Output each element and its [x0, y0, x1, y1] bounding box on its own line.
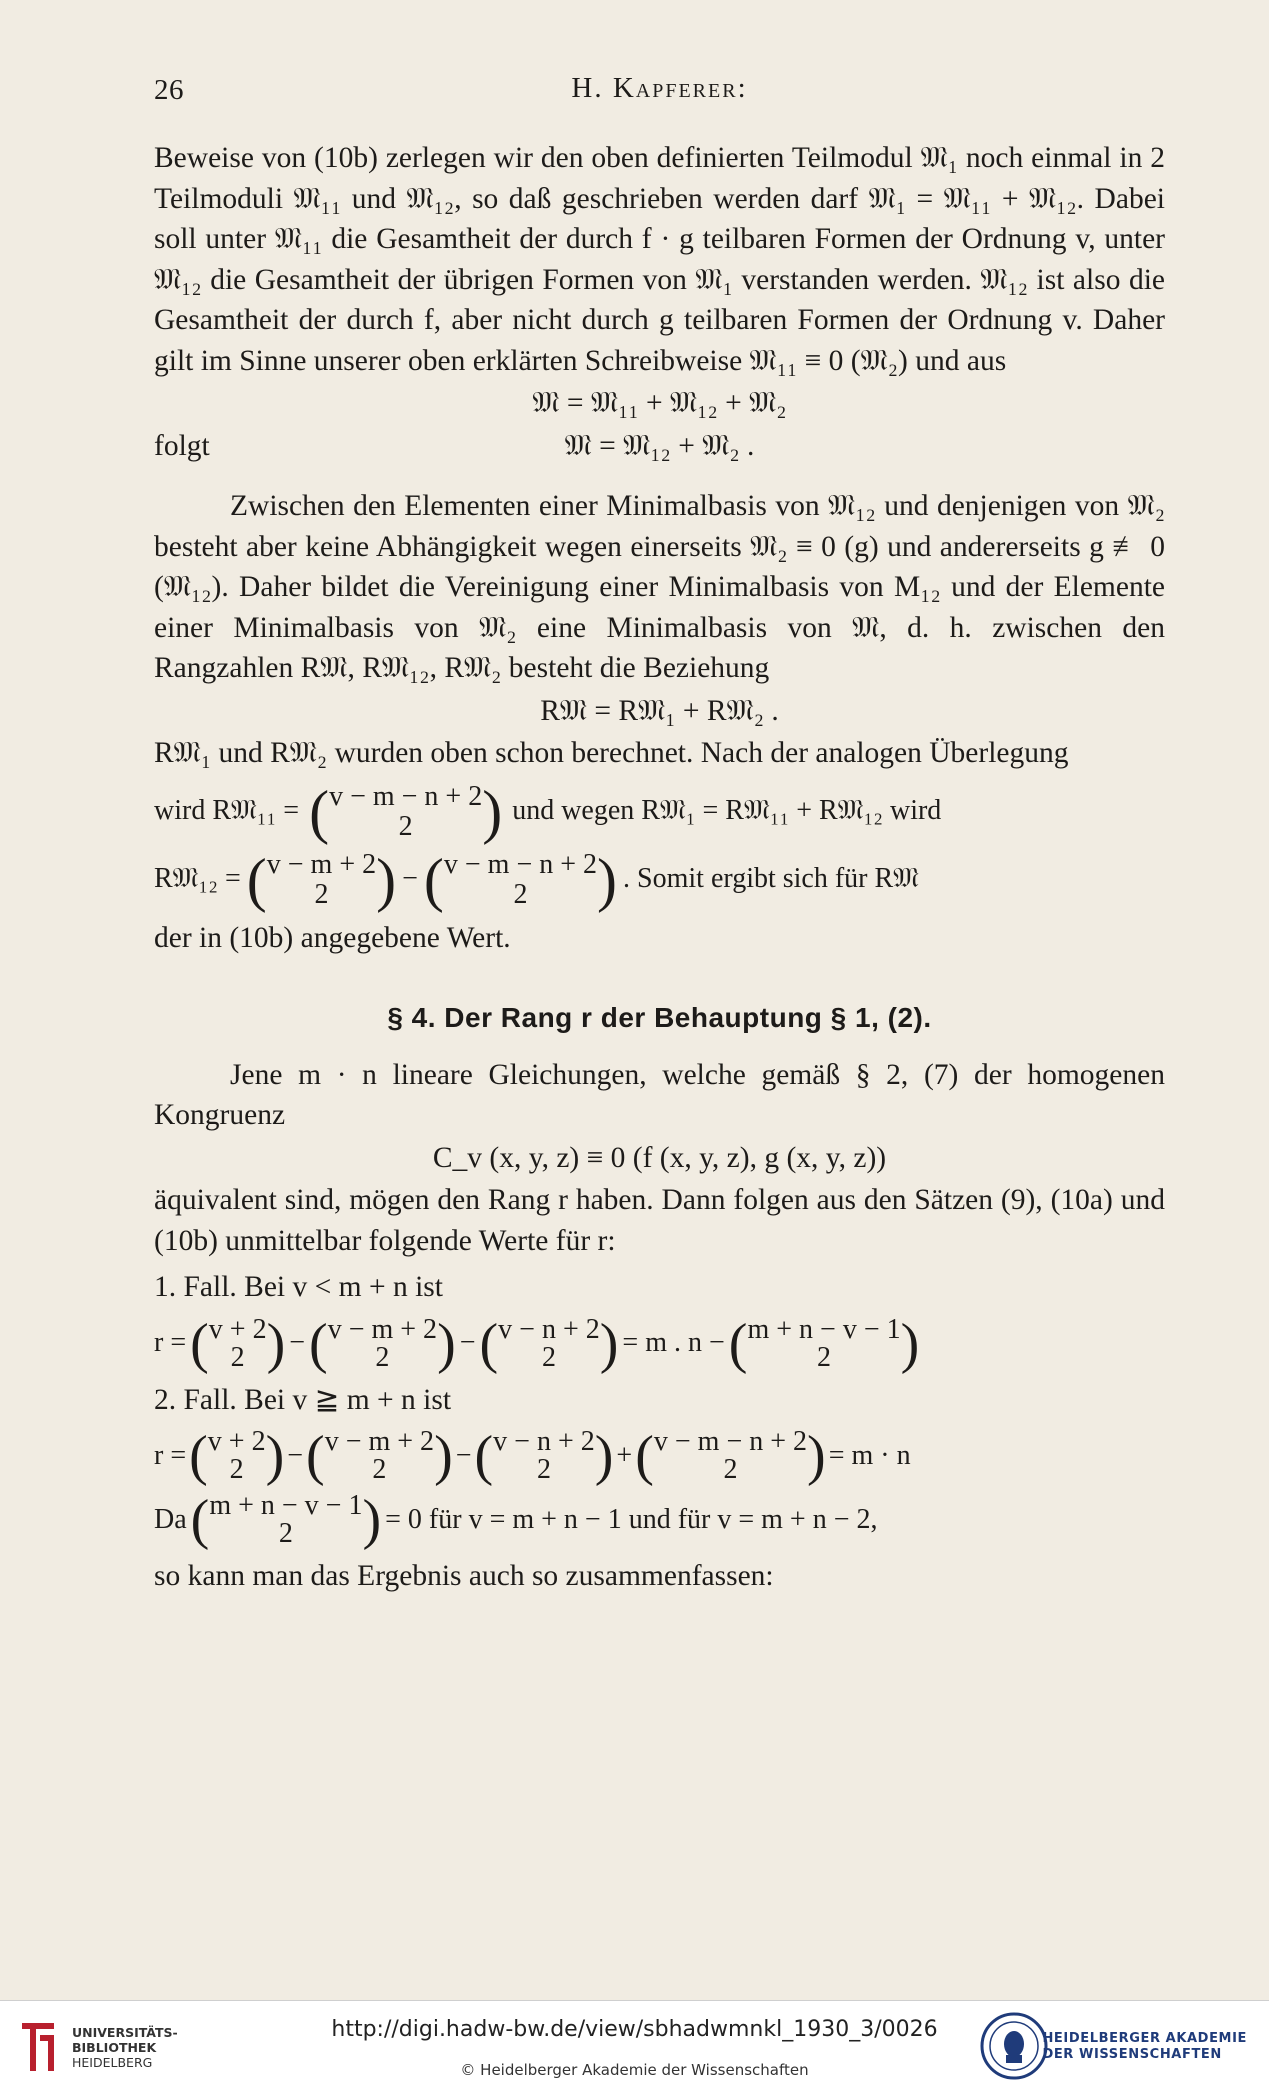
- binomial-bottom: 2: [230, 1341, 245, 1373]
- equation: 𝔐 = 𝔐₁₂ + 𝔐₂ .: [564, 429, 755, 462]
- paragraph: äquivalent sind, mögen den Rang r haben. Dann folgen aus den Sätzen (9), (10a) und (10b) unmittelbar folgende Werte für r:: [154, 1184, 1165, 1257]
- paragraph: Jene m · n lineare Gleichungen, welche gemäß § 2, (7) der homogenen Kongruenz: [154, 1058, 1165, 1131]
- case-heading: 2. Fall. Bei v ≧ m + n ist: [154, 1383, 452, 1416]
- formula-line: [154, 1312, 1165, 1375]
- binomial: ( v − m − n + 2 2 ): [309, 778, 503, 845]
- library-line: UNIVERSITÄTS-: [72, 2025, 178, 2040]
- academy-line: DER WISSENSCHAFTEN: [1042, 2047, 1222, 2062]
- operator: −: [287, 1439, 304, 1471]
- binomial: ( v + 2 2 ): [189, 1425, 285, 1487]
- formula-text: wird R𝔐₁₁ =: [154, 795, 300, 827]
- binomial: ( v − n + 2 2 ): [479, 1312, 619, 1375]
- binomial: ( v + 2 2 ): [190, 1312, 286, 1375]
- paragraph: Beweise von (10b) zerlegen wir den oben definierten Teilmodul 𝔐₁ noch einmal in 2 Teilmoduli 𝔐₁₁ und 𝔐₁₂, so daß geschrieben werden darf 𝔐₁ = 𝔐₁₁ + 𝔐₁₂. Dabei soll unter 𝔐₁₁ die Gesamtheit der durch f · g teilbaren Formen der Ordnung v, unter 𝔐₁₂ die Gesamtheit der übrigen Formen von 𝔐₁ verstanden werden. 𝔐₁₂ ist also die Gesamtheit der durch f, aber nicht durch g teilbaren Formen der Ordnung v. Daher gilt im Sinne unserer oben erklärten Schreibweise 𝔐₁₁ ≡ 0 (𝔐₂) und aus: [154, 142, 1165, 377]
- equation: R𝔐 = R𝔐₁ + R𝔐₂ .: [540, 694, 779, 727]
- formula-text: und wegen R𝔐₁ = R𝔐₁₁ + R𝔐₁₂ wird: [512, 795, 942, 827]
- formula-text: r =: [154, 1439, 187, 1471]
- formula-line: [154, 1425, 1165, 1487]
- source-url-link[interactable]: http://digi.hadw-bw.de/view/sbhadwmnkl_1930_3/0026: [331, 2017, 938, 2042]
- formula-text: = 0 für v = m + n − 1 und für v = m + n − 2,: [385, 1503, 878, 1535]
- binomial-bottom: 2: [229, 1454, 244, 1485]
- library-line: HEIDELBERG: [72, 2055, 153, 2070]
- formula-text: = m · n: [828, 1439, 911, 1471]
- binomial-bottom: 2: [513, 878, 528, 910]
- formula-line: [154, 778, 1165, 845]
- equation: 𝔐 = 𝔐₁₁ + 𝔐₁₂ + 𝔐₂: [532, 387, 787, 419]
- binomial: ( v − m + 2 2 ): [309, 1312, 456, 1375]
- paragraph: der in (10b) angegebene Wert.: [154, 921, 511, 954]
- case-heading: 1. Fall. Bei v < m + n ist: [154, 1271, 443, 1303]
- formula-text: = m . n −: [622, 1327, 725, 1359]
- operator: −: [402, 863, 418, 895]
- binomial-bottom: 2: [372, 1454, 387, 1485]
- binomial: ( v − m − n + 2 2 ): [423, 846, 618, 913]
- academy-line: HEIDELBERGER AKADEMIE: [1042, 2031, 1247, 2046]
- binomial: ( m + n − v − 1 2 ): [728, 1312, 920, 1375]
- document-body: [154, 138, 1165, 1597]
- formula-text: . Somit ergibt sich für R𝔐: [623, 863, 919, 895]
- operator: −: [455, 1439, 472, 1471]
- academy-name: [1042, 2031, 1247, 2063]
- viewer-footer: [0, 2000, 1269, 2095]
- formula-text: Da: [154, 1503, 187, 1535]
- paragraph: Zwischen den Elementen einer Minimalbasis von 𝔐₁₂ und denjenigen von 𝔐₂ besteht aber keine Abhängigkeit wegen einerseits 𝔐₂ ≡ 0 (g) und andererseits g ≢ 0 (𝔐₁₂). Daher bildet die Vereinigung einer Minimalbasis von M₁₂ und der Elemente einer Minimalbasis von 𝔐₂ eine Minimalbasis von 𝔐, d. h. zwischen den Rangzahlen R𝔐, R𝔐₁₂, R𝔐₂ besteht die Beziehung: [154, 490, 1165, 684]
- binomial-top: v − m − n + 2: [443, 848, 598, 880]
- binomial-bottom: 2: [541, 1341, 556, 1373]
- binomial-top: v − m + 2: [266, 848, 377, 880]
- binomial: ( m + n − v − 1 2 ): [190, 1489, 382, 1551]
- binomial-top: v − m + 2: [327, 1313, 438, 1345]
- binomial-bottom: 2: [314, 878, 329, 910]
- equation-lead: folgt: [154, 429, 210, 462]
- equation: C_v (x, y, z) ≡ 0 (f (x, y, z), g (x, y, z)): [432, 1141, 887, 1174]
- copyright-notice: © Heidelberger Akademie der Wissenschaften: [460, 2061, 809, 2079]
- operator: −: [459, 1327, 476, 1359]
- operator: +: [616, 1439, 633, 1471]
- running-head-author: H. Kapferer:: [571, 72, 748, 104]
- formula-line: [154, 846, 1165, 913]
- binomial-top: m + n − v − 1: [209, 1490, 363, 1521]
- binomial-bottom: 2: [375, 1341, 390, 1373]
- binomial-top: v − m − n + 2: [653, 1426, 808, 1457]
- paragraph: so kann man das Ergebnis auch so zusammenfassen:: [154, 1560, 774, 1592]
- equation-row: [154, 426, 1165, 467]
- binomial: ( v − m + 2 2 ): [246, 846, 397, 913]
- page-number: 26: [154, 74, 184, 106]
- page-header: [154, 68, 1165, 108]
- binomial: ( v − n + 2 2 ): [474, 1425, 614, 1487]
- binomial-top: v − m − n + 2: [329, 780, 483, 812]
- library-line: BIBLIOTHEK: [72, 2040, 157, 2055]
- binomial-top: v + 2: [208, 1313, 267, 1345]
- binomial-top: v − m + 2: [324, 1426, 435, 1457]
- formula-line: [154, 1489, 1165, 1551]
- binomial-bottom: 2: [278, 1518, 293, 1549]
- formula-text: R𝔐₁₂ =: [154, 863, 241, 895]
- binomial-top: v − n + 2: [498, 1313, 600, 1345]
- binomial-top: v − n + 2: [493, 1426, 595, 1457]
- formula-text: r =: [154, 1327, 187, 1359]
- academy-seal-icon: [979, 2011, 1049, 2081]
- paragraph: R𝔐₁ und R𝔐₂ wurden oben schon berechnet. Nach der analogen Überlegung: [154, 737, 1069, 769]
- binomial-bottom: 2: [536, 1454, 551, 1485]
- binomial-top: m + n − v − 1: [747, 1313, 901, 1345]
- section-heading: § 4. Der Rang r der Behauptung § 1, (2).: [387, 1002, 932, 1033]
- binomial-bottom: 2: [398, 810, 413, 842]
- binomial-top: v + 2: [207, 1426, 266, 1457]
- binomial-bottom: 2: [817, 1341, 832, 1373]
- binomial: ( v − m + 2 2 ): [306, 1425, 453, 1487]
- binomial: ( v − m − n + 2 2 ): [635, 1425, 826, 1487]
- operator: −: [289, 1327, 306, 1359]
- binomial-bottom: 2: [723, 1454, 738, 1485]
